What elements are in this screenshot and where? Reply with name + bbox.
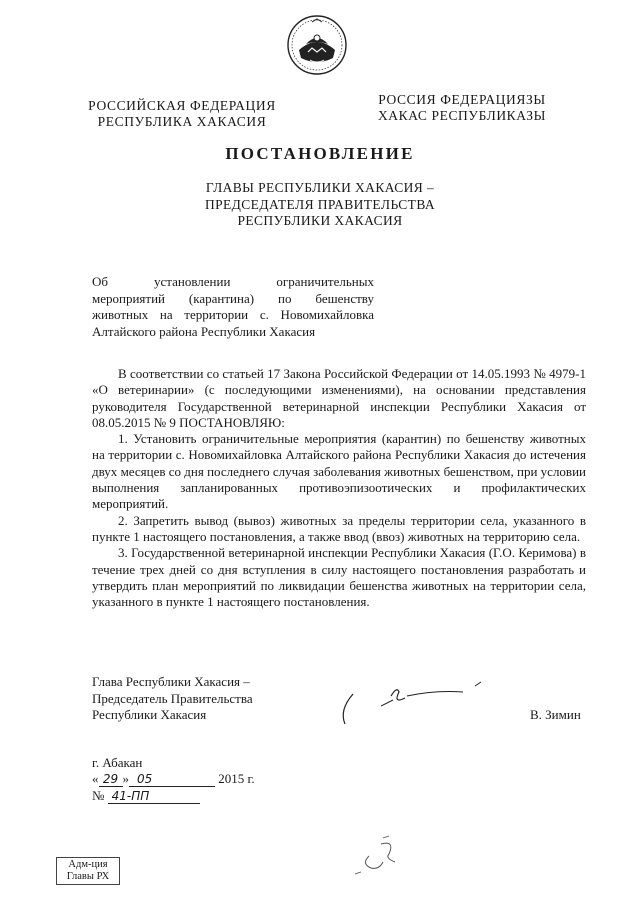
clause-1-paragraph: 1. Установить ограничительные мероприятия (карантин) по бешенству животных на территории с. Новомихайловка Алтайского района Республики Хакасия до истечения двух месяцев со дня последнего случая заболевания животных бешенством, при условии выполнения запланированных противоэпизоотических и профилактических мероприятий.	[92, 431, 586, 512]
date-close-quote: »	[122, 771, 129, 786]
issuer-line-2: ПРЕДСЕДАТЕЛЯ ПРАВИТЕЛЬСТВА	[204, 196, 436, 212]
document-body	[92, 366, 586, 610]
header-left-line-1: РОССИЙСКАЯ ФЕДЕРАЦИЯ	[88, 98, 276, 113]
issuer-line-3: РЕСПУБЛИКИ ХАКАСИЯ	[237, 213, 403, 228]
signatory-name: В. Зимин	[530, 707, 581, 722]
header-russian	[82, 98, 282, 130]
stamp-line-2: Главы РХ	[66, 871, 110, 882]
number-sign: №	[92, 788, 105, 803]
coat-of-arms-emblem-icon	[286, 14, 348, 76]
signatory-position	[92, 674, 292, 724]
handwritten-initials	[355, 828, 405, 878]
clause-2-paragraph: 2. Запретить вывод (вывоз) животных за пределы территории села, указанного в пункте 1 настоящего постановления, а также ввод (ввоз) животных на территорию села.	[92, 512, 586, 544]
date-month: 05	[129, 772, 215, 787]
handwritten-signature	[335, 680, 495, 730]
header-khakas	[362, 92, 562, 124]
document-subject	[92, 274, 374, 340]
header-left-line-2: РЕСПУБЛИКА ХАКАСИЯ	[97, 114, 267, 129]
date-year: 2015 г.	[218, 771, 255, 786]
document-title: ПОСТАНОВЛЕНИЕ	[225, 144, 415, 163]
place-of-issue: г. Абакан	[92, 755, 143, 770]
stamp-line-1: Адм-ция	[68, 859, 108, 870]
preamble-paragraph: В соответствии со статьей 17 Закона Российской Федерации от 14.05.1993 № 4979-1 «О ветеринарии» (с последующими изменениями), на основании представления руководителя Государственной ветеринарной инспекции Республики Хакасия от 08.05.2015 № 9 ПОСТАНОВЛЯЮ:	[92, 366, 586, 430]
signatory-line-1: Глава Республики Хакасия –	[92, 674, 250, 689]
signatory-line-2: Председатель Правительства	[92, 690, 253, 706]
signatory-line-3: Республики Хакасия	[92, 707, 207, 722]
issuer-line-1: ГЛАВЫ РЕСПУБЛИКИ ХАКАСИЯ –	[205, 180, 435, 195]
document-number	[92, 788, 200, 804]
clause-3-paragraph: 3. Государственной ветеринарной инспекции Республики Хакасия (Г.О. Керимова) в течение трех дней со дня вступления в силу настоящего постановления разработать и утвердить план мероприятий по ликвидации бешенства животных на территории села, указанного в пункте 1 настоящего постановления.	[92, 545, 586, 610]
subject-line-3: животных на территории с. Новомихайловка	[92, 307, 374, 322]
header-right-line-1: РОССИЯ ФЕДЕРАЦИЯЗЫ	[378, 92, 546, 107]
subject-line-4: Алтайского района Республики Хакасия	[92, 323, 316, 339]
date-open-quote: «	[92, 771, 99, 786]
document-issuer	[0, 180, 640, 230]
subject-line-2: мероприятий (карантина) по бешенству	[92, 290, 374, 306]
office-stamp	[56, 857, 120, 885]
date-of-issue	[92, 771, 255, 787]
header-right-line-2: ХАКАС РЕСПУБЛИКАЗЫ	[377, 108, 547, 123]
number-value: 41-ПП	[108, 789, 200, 804]
subject-line-1: Об установлении ограничительных	[92, 274, 374, 289]
date-day: 29	[99, 772, 123, 787]
